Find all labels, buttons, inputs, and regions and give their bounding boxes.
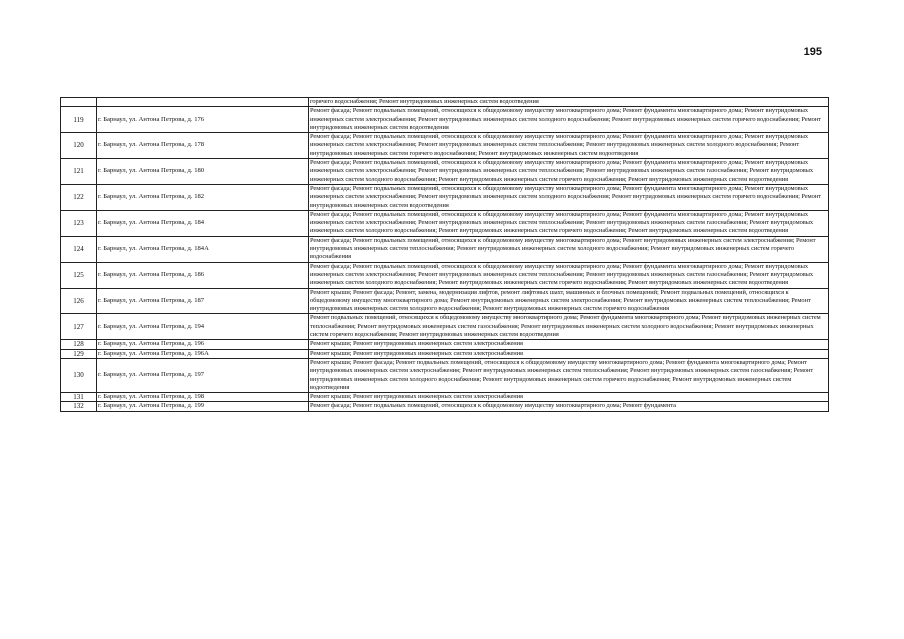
address-cell: г. Барнаул, ул. Антона Петрова, д. 184А bbox=[97, 236, 309, 262]
repair-schedule-table bbox=[60, 97, 829, 412]
works-cell: Ремонт крыши; Ремонт фасада; Ремонт подвальных помещений, относящихся к общедомовому имуществу многоквартирного дома; Ремонт фундамента многоквартирного дома; Ремонт внутридомовых инженерных систем электроснабжения; Ремонт внутридомовых инженерных систем теплоснабжения; Ремонт внутридомовых инженерных систем газоснабжения; Ремонт внутридомовых инженерных систем холодного водоснабжения; Ремонт внутридомовых инженерных систем горячего водоснабжения; Ремонт внутридомовых инженерных систем водоотведения bbox=[309, 358, 829, 392]
table-row bbox=[61, 340, 829, 349]
address-cell: г. Барнаул, ул. Антона Петрова, д. 180 bbox=[97, 159, 309, 185]
row-number-cell: 125 bbox=[61, 262, 97, 288]
works-cell: горячего водоснабжения; Ремонт внутридомовых инженерных систем водоотведения bbox=[309, 98, 829, 107]
works-cell: Ремонт фасада; Ремонт подвальных помещений, относящихся к общедомовому имуществу многоквартирного дома; Ремонт фундамента многоквартирного дома; Ремонт внутридомовых инженерных систем электроснабжения; Ремонт внутридомовых инженерных систем холодного водоснабжения; Ремонт внутридомовых инженерных систем горячего водоснабжения; Ремонт внутридомовых инженерных систем водоотведения bbox=[309, 184, 829, 210]
table-row bbox=[61, 393, 829, 402]
row-number-cell: 127 bbox=[61, 314, 97, 340]
row-number-cell: 123 bbox=[61, 210, 97, 236]
row-number-cell bbox=[61, 98, 97, 107]
row-number-cell: 132 bbox=[61, 402, 97, 411]
row-number-cell: 126 bbox=[61, 288, 97, 314]
address-cell: г. Барнаул, ул. Антона Петрова, д. 197 bbox=[97, 358, 309, 392]
row-number-cell: 130 bbox=[61, 358, 97, 392]
row-number-cell: 129 bbox=[61, 349, 97, 358]
address-cell: г. Барнаул, ул. Антона Петрова, д. 186 bbox=[97, 262, 309, 288]
works-cell: Ремонт фасада; Ремонт подвальных помещений, относящихся к общедомовому имуществу многоквартирного дома; Ремонт фундамента многоквартирного дома; Ремонт внутридомовых инженерных систем электроснабжения; Ремонт внутридомовых инженерных систем теплоснабжения; Ремонт внутридомовых инженерных систем газоснабжения; Ремонт внутридомовых инженерных систем холодного водоснабжения; Ремонт внутридомовых инженерных систем горячего водоснабжения; Ремонт внутридомовых инженерных систем водоотведения bbox=[309, 159, 829, 185]
table-row bbox=[61, 262, 829, 288]
table-row bbox=[61, 288, 829, 314]
table-row bbox=[61, 107, 829, 133]
page-number: 195 bbox=[803, 46, 822, 58]
address-cell: г. Барнаул, ул. Антона Петрова, д. 176 bbox=[97, 107, 309, 133]
row-number-cell: 131 bbox=[61, 393, 97, 402]
row-number-cell: 124 bbox=[61, 236, 97, 262]
works-cell: Ремонт фасада; Ремонт подвальных помещений, относящихся к общедомовому имуществу многоквартирного дома; Ремонт внутридомовых инженерных систем электроснабжения; Ремонт внутридомовых инженерных систем теплоснабжения; Ремонт внутридомовых инженерных систем холодного водоснабжения; Ремонт внутридомовых инженерных систем горячего водоснабжения bbox=[309, 236, 829, 262]
address-cell: г. Барнаул, ул. Антона Петрова, д. 198 bbox=[97, 393, 309, 402]
works-cell: Ремонт фасада; Ремонт подвальных помещений, относящихся к общедомовому имуществу многоквартирного дома; Ремонт фундамента многоквартирного дома; Ремонт внутридомовых инженерных систем электроснабжения; Ремонт внутридомовых инженерных систем холодного водоснабжения; Ремонт внутридомовых инженерных систем горячего водоснабжения; Ремонт внутридомовых инженерных систем водоотведения bbox=[309, 107, 829, 133]
works-cell: Ремонт фасада; Ремонт подвальных помещений, относящихся к общедомовому имуществу многоквартирного дома; Ремонт фундамента bbox=[309, 402, 829, 411]
works-cell: Ремонт подвальных помещений, относящихся к общедомовому имуществу многоквартирного дома; Ремонт фундамента многоквартирного дома; Ремонт внутридомовых инженерных систем теплоснабжения; Ремонт внутридомовых инженерных систем газоснабжения; Ремонт внутридомовых инженерных систем холодного водоснабжения; Ремонт внутридомовых инженерных систем горячего водоснабжения; Ремонт внутридомовых инженерных систем водоотведения bbox=[309, 314, 829, 340]
address-cell: г. Барнаул, ул. Антона Петрова, д. 199 bbox=[97, 402, 309, 411]
table-row bbox=[61, 98, 829, 107]
repair-schedule-table-container bbox=[60, 97, 828, 412]
address-cell: г. Барнаул, ул. Антона Петрова, д. 182 bbox=[97, 184, 309, 210]
row-number-cell: 128 bbox=[61, 340, 97, 349]
table-row bbox=[61, 358, 829, 392]
address-cell: г. Барнаул, ул. Антона Петрова, д. 194 bbox=[97, 314, 309, 340]
address-cell bbox=[97, 98, 309, 107]
works-cell: Ремонт фасада; Ремонт подвальных помещений, относящихся к общедомовому имуществу многоквартирного дома; Ремонт фундамента многоквартирного дома; Ремонт внутридомовых инженерных систем электроснабжения; Ремонт внутридомовых инженерных систем теплоснабжения; Ремонт внутридомовых инженерных систем холодного водоснабжения; Ремонт внутридомовых инженерных систем горячего водоснабжения; Ремонт внутридомовых инженерных систем водоотведения bbox=[309, 133, 829, 159]
row-number-cell: 121 bbox=[61, 159, 97, 185]
table-row bbox=[61, 402, 829, 411]
address-cell: г. Барнаул, ул. Антона Петрова, д. 178 bbox=[97, 133, 309, 159]
works-cell: Ремонт крыши; Ремонт внутридомовых инженерных систем электроснабжения bbox=[309, 393, 829, 402]
row-number-cell: 122 bbox=[61, 184, 97, 210]
works-cell: Ремонт крыши; Ремонт фасада; Ремонт, замена, модернизация лифтов, ремонт лифтовых шахт, машинных и блочных помещений; Ремонт подвальных помещений, относящихся к общедомовому имуществу многоквартирного дома; Ремонт внутридомовых инженерных систем электроснабжения; Ремонт внутридомовых инженерных систем теплоснабжения; Ремонт внутридомовых инженерных систем холодного водоснабжения; Ремонт внутридомовых инженерных систем горячего водоснабжения bbox=[309, 288, 829, 314]
works-cell: Ремонт крыши; Ремонт внутридомовых инженерных систем электроснабжения bbox=[309, 340, 829, 349]
row-number-cell: 120 bbox=[61, 133, 97, 159]
works-cell: Ремонт фасада; Ремонт подвальных помещений, относящихся к общедомовому имуществу многоквартирного дома; Ремонт фундамента многоквартирного дома; Ремонт внутридомовых инженерных систем электроснабжения; Ремонт внутридомовых инженерных систем теплоснабжения; Ремонт внутридомовых инженерных систем газоснабжения; Ремонт внутридомовых инженерных систем холодного водоснабжения; Ремонт внутридомовых инженерных систем горячего водоснабжения; Ремонт внутридомовых инженерных систем водоотведения bbox=[309, 262, 829, 288]
address-cell: г. Барнаул, ул. Антона Петрова, д. 196 bbox=[97, 340, 309, 349]
table-row bbox=[61, 236, 829, 262]
row-number-cell: 119 bbox=[61, 107, 97, 133]
table-row bbox=[61, 314, 829, 340]
address-cell: г. Барнаул, ул. Антона Петрова, д. 187 bbox=[97, 288, 309, 314]
address-cell: г. Барнаул, ул. Антона Петрова, д. 184 bbox=[97, 210, 309, 236]
table-row bbox=[61, 349, 829, 358]
table-body bbox=[61, 98, 829, 412]
table-row bbox=[61, 184, 829, 210]
works-cell: Ремонт крыши; Ремонт внутридомовых инженерных систем электроснабжения bbox=[309, 349, 829, 358]
address-cell: г. Барнаул, ул. Антона Петрова, д. 196А bbox=[97, 349, 309, 358]
table-row bbox=[61, 133, 829, 159]
works-cell: Ремонт фасада; Ремонт подвальных помещений, относящихся к общедомовому имуществу многоквартирного дома; Ремонт фундамента многоквартирного дома; Ремонт внутридомовых инженерных систем электроснабжения; Ремонт внутридомовых инженерных систем теплоснабжения; Ремонт внутридомовых инженерных систем газоснабжения; Ремонт внутридомовых инженерных систем холодного водоснабжения; Ремонт внутридомовых инженерных систем горячего водоснабжения; Ремонт внутридомовых инженерных систем водоотведения bbox=[309, 210, 829, 236]
table-row bbox=[61, 210, 829, 236]
table-row bbox=[61, 159, 829, 185]
